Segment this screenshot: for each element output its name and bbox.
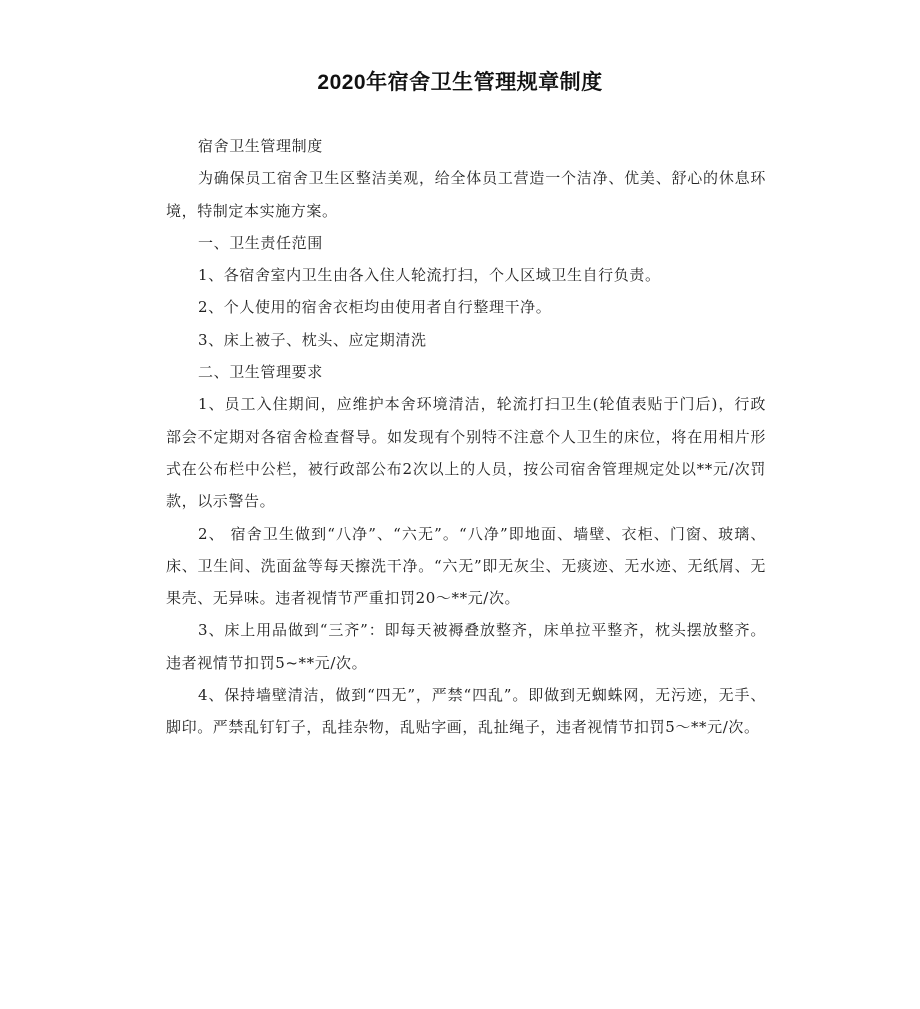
requirement-item-1: 1、员工入住期间，应维护本舍环境清洁，轮流打扫卫生(轮值表贴于门后)，行政部会不定期对各宿舍检查督导。如发现有个别特不注意个人卫生的床位，将在用相片形式在公布栏中公栏，被行政部公布2次以上的人员，按公司宿舍管理规定处以**元/次罚款，以示警告。: [166, 395, 766, 511]
requirement-item-2: 2、 宿舍卫生做到“八净”、“六无”。“八净”即地面、墙壁、衣柜、门窗、玻璃、床、卫生间、洗面盆等每天擦洗干净。“六无”即无灰尘、无痰迹、无水迹、无纸屑、无果壳、无异味。违者视情节严重扣罚20～**元/次。: [166, 524, 766, 608]
section-heading-dorm-hygiene: 宿舍卫生管理制度: [198, 137, 323, 155]
responsibility-item-2: 2、个人使用的宿舍衣柜均由使用者自行整理干净。: [198, 298, 552, 317]
document-body: [166, 130, 766, 744]
responsibility-item-3: 3、床上被子、枕头、应定期清洗: [198, 330, 427, 349]
intro-paragraph: 为确保员工宿舍卫生区整洁美观，给全体员工营造一个洁净、优美、舒心的休息环境，特制定本实施方案。: [166, 169, 766, 220]
responsibility-item-1: 1、各宿舍室内卫生由各入住人轮流打扫，个人区域卫生自行负责。: [198, 266, 661, 285]
section-heading-responsibility: 一、卫生责任范围: [198, 233, 323, 252]
requirement-item-3: 3、床上用品做到“三齐”：即每天被褥叠放整齐，床单拉平整齐，枕头摆放整齐。违者视情节扣罚5~**元/次。: [166, 621, 766, 672]
document-title: 2020年宿舍卫生管理规章制度: [317, 71, 603, 94]
requirement-item-4: 4、保持墙壁清洁，做到“四无”，严禁“四乱”。即做到无蜘蛛网，无污迹，无手、脚印。严禁乱钉钉子，乱挂杂物，乱贴字画，乱扯绳子，违者视情节扣罚5～**元/次。: [166, 686, 766, 737]
section-heading-requirements: 二、卫生管理要求: [198, 363, 323, 382]
